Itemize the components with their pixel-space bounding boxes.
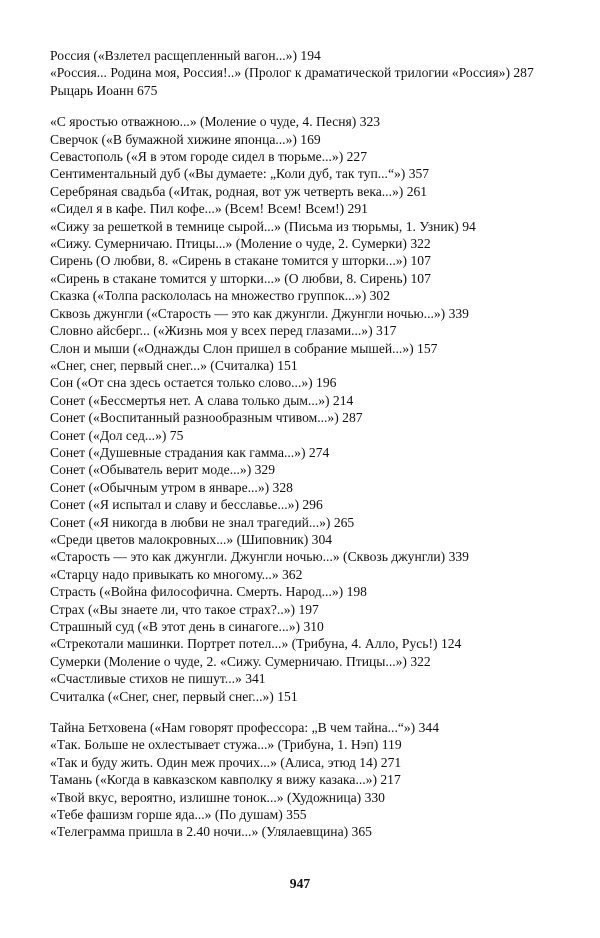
section-gap xyxy=(50,99,558,113)
index-section-r xyxy=(50,47,558,99)
index-entry: «Среди цветов малокровных...» (Шиповник) 304 xyxy=(50,531,333,547)
index-entry: Считалка («Снег, снег, первый снег...») 151 xyxy=(50,688,298,704)
index-entry: «Счастливые стихов не пишут...» 341 xyxy=(50,671,266,687)
index-entry: Словно айсберг... («Жизнь моя у всех перед глазами...») 317 xyxy=(50,323,397,339)
index-entry: Сонет («Дол сед...») 75 xyxy=(50,427,184,443)
index-entry: Страсть («Война философична. Смерть. Народ...») 198 xyxy=(50,584,367,600)
index-entry: Сентиментальный дуб («Вы думаете: „Коли дуб, так туп...“») 357 xyxy=(50,166,430,182)
index-entry: Сонет («Воспитанный разнообразным чтивом...») 287 xyxy=(50,410,363,426)
index-entry: «С яростью отважною...» (Моление о чуде, 4. Песня) 323 xyxy=(50,114,381,130)
index-entry: Сонет («Душевные страдания как гамма...») 274 xyxy=(50,444,330,460)
index-entry: Сказка («Толпа раскололась на множество группок...») 302 xyxy=(50,288,391,304)
index-entry: Страх («Вы знаете ли, что такое страх?..») 197 xyxy=(50,601,319,617)
index-entry: «Тебе фашизм горше яда...» (По душам) 355 xyxy=(50,807,307,823)
index-section-s xyxy=(50,113,558,705)
index-entry: Севастополь («Я в этом городе сидел в тюрьме...») 227 xyxy=(50,149,368,165)
section-gap xyxy=(50,705,558,719)
index-entry: «Стрекотали машинки. Портрет потел...» (Трибуна, 4. Алло, Русь!) 124 xyxy=(50,636,462,652)
index-entry: Сирень (О любви, 8. «Сирень в стакане томится у шторки...») 107 xyxy=(50,253,431,269)
index-entry: «Сижу. Сумерничаю. Птицы...» (Моление о чуде, 2. Сумерки) 322 xyxy=(50,236,431,252)
index-entry: Тайна Бетховена («Нам говорят профессора: „В чем тайна...“») 344 xyxy=(50,720,439,736)
index-entry: «Россия... Родина моя, Россия!..» (Пролог к драматической трилогии «Россия») 287 xyxy=(50,65,534,81)
index-entry: Сумерки (Моление о чуде, 2. «Сижу. Сумерничаю. Птицы...») 322 xyxy=(50,653,431,669)
index-entry: Сонет («Бессмертья нет. А слава только дым...») 214 xyxy=(50,392,354,408)
index-entry: «Телеграмма пришла в 2.40 ночи...» (Улялаевщина) 365 xyxy=(50,824,372,840)
index-entry: Серебряная свадьба («Итак, родная, вот уж четверть века...») 261 xyxy=(50,183,428,199)
index-entry: «Снег, снег, первый снег...» (Считалка) 151 xyxy=(50,357,298,373)
index-entry: Сквозь джунгли («Старость — это как джунгли. Джунгли ночью...») 339 xyxy=(50,305,469,321)
index-section-t xyxy=(50,719,558,841)
index-entry: «Старцу надо привыкать ко многому...» 362 xyxy=(50,566,303,582)
index-entry: «Так. Больше не охлестывает стужа...» (Трибуна, 1. Нэп) 119 xyxy=(50,737,402,753)
index-entry: «Старость — это как джунгли. Джунгли ночью...» (Сквозь джунгли) 339 xyxy=(50,549,469,565)
index-entry: «Так и буду жить. Один меж прочих...» (Алиса, этюд 14) 271 xyxy=(50,754,402,770)
index-entry: Сон («От сна здесь остается только слово...») 196 xyxy=(50,375,337,391)
page-number: 947 xyxy=(289,876,311,891)
index-entry: «Твой вкус, вероятно, излишне тонок...» (Художница) 330 xyxy=(50,789,385,805)
index-entry: Россия («Взлетел расщепленный вагон...») 194 xyxy=(50,48,321,63)
index-entry: Рыцарь Иоанн 675 xyxy=(50,82,158,98)
index-entry: Сонет («Я испытал и славу и бесславье...») 296 xyxy=(50,497,323,513)
index-entry: «Сирень в стакане томится у шторки...» (О любви, 8. Сирень) 107 xyxy=(50,270,431,286)
index-entry: Слон и мыши («Однажды Слон пришел в собрание мышей...») 157 xyxy=(50,340,438,356)
index-entry: Сонет («Обыватель верит моде...») 329 xyxy=(50,462,276,478)
index-entry: «Сижу за решеткой в темнице сырой...» (Письма из тюрьмы, 1. Узник) 94 xyxy=(50,218,476,234)
index-entry: Тамань («Когда в кавказском кавполку я вижу казака...») 217 xyxy=(50,772,401,788)
index-entry: Сонет («Я никогда в любви не знал трагедий...») 265 xyxy=(50,514,355,530)
index-entry: Сонет («Обычным утром в январе...») 328 xyxy=(50,479,293,495)
index-entry: Сверчок («В бумажной хижине японца...») 169 xyxy=(50,131,321,147)
index-entry: «Сидел я в кафе. Пил кофе...» (Всем! Всем! Всем!) 291 xyxy=(50,201,368,217)
index-page xyxy=(50,47,558,841)
index-entry: Страшный суд («В этот день в синагоге...») 310 xyxy=(50,619,324,634)
